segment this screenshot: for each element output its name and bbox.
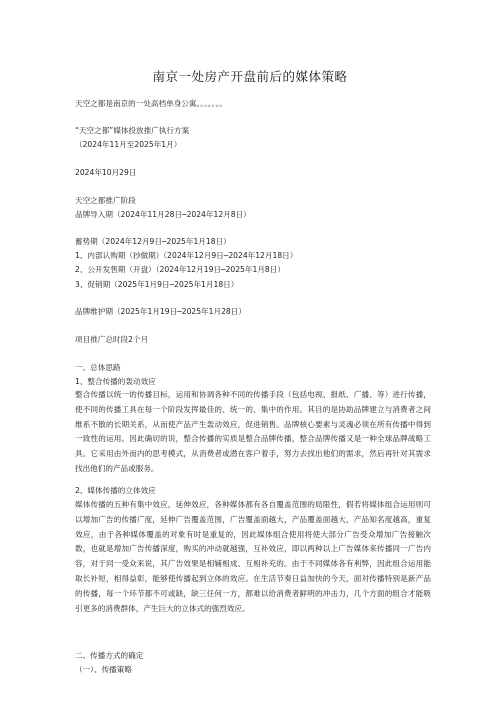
subsection-heading-2: 2、媒体传播的立体效应	[75, 486, 156, 495]
plan-period: （2024年11月至2025年1月）	[75, 140, 182, 149]
brand-maintain-period: 品牌维护期（2025年1月19日─2025年1月28日）	[75, 307, 246, 316]
section-heading-1: 一、总体思路	[75, 363, 121, 372]
plan-name: “天空之都”媒体投放推广执行方案	[75, 126, 190, 135]
paragraph-integrated-communication: 整合传播以统一的传播目标，运用和协调各种不同的传播手段（包括电视、报纸、广播、等）进行传播，使不同的传播工具在每一个阶段发挥最佳的、统一的、集中的作用。其目的是协助品牌建立与消费者之间维系不散的长期关系，从而使产品产生轰动效应，促进销售。品牌核心要素与灵魂必须在所有传播中得到一致性的运用。因此确切的说，整合传播的实质是整合品牌传播，整合品牌传播又是一种全球品牌战略工具。它采用由外而内的思考模式，从消费者或潜在客户着手，努力去找出他们的需求，然后再针对其需求找出他们的产品或服务。	[75, 390, 431, 473]
step-promotion: 3、促销期（2025年1月9日─2025年1月18日）	[75, 280, 239, 289]
document-title: 南京一处房产开盘前后的媒体策略	[152, 69, 348, 84]
brand-lead-period: 品牌导入期（2024年11月28日─2024年12月8日）	[75, 210, 251, 219]
document-date: 2024年10月29日	[75, 168, 137, 177]
paragraph-media-effect: 媒体传播的五种有集中效应，延伸效应，各种媒体都有各自覆盖范围的局限性，假若将媒体组合运用则可以增加广告的传播广度，延伸广告覆盖范围，广告覆盖面越大，产品覆盖面越大，产品知名度越高，重复效应，由于各种媒体覆盖的对象有时是重复的，因此媒体组合使用将使大部分广告受众增加广告接触次数，也就是增加广告传播深度，购买的冲动就越强，互补效应，即以两种以上广告媒体来传播同一广告内容，对于同一受众来说，其广告效果是相辅相成、互相补充的。由于不同媒体各有利弊，因此组合运用能取长补短，相得益彰，能够使传播起到立体的效应。在生活节奏日益加快的今天，面对传播特别是新产品的传播，每一个环节都不可或缺，缺三任何一方，都难以给消费者鲜明的冲击力，几个方面的组合才能吸引更多的消费群体，产生巨大的立体式的强烈效应。	[75, 500, 431, 613]
total-duration: 项目推广总时段2个月	[75, 335, 149, 344]
intro-line: 天空之都是南京的一处高档单身公寓。。。。。。。	[75, 99, 227, 108]
accumulate-period: 蓄势期（2024年12月9日─2025年1月18日）	[75, 237, 231, 246]
step-public-sale: 2、公开发售期（开盘）（2024年12月19日─2025年1月8日）	[75, 265, 285, 274]
step-internal-subscription: 1、内部认购期（抄做期）（2024年12月9日─2024年12月18日）	[75, 251, 298, 260]
subsection-heading-3: （一）、传播策略	[75, 665, 132, 674]
stage-heading: 天空之都推广阶段	[75, 196, 136, 205]
section-heading-2: 二、传播方式的确定	[75, 651, 144, 660]
subsection-heading-1: 1、整合传播的轰动效应	[75, 377, 156, 386]
